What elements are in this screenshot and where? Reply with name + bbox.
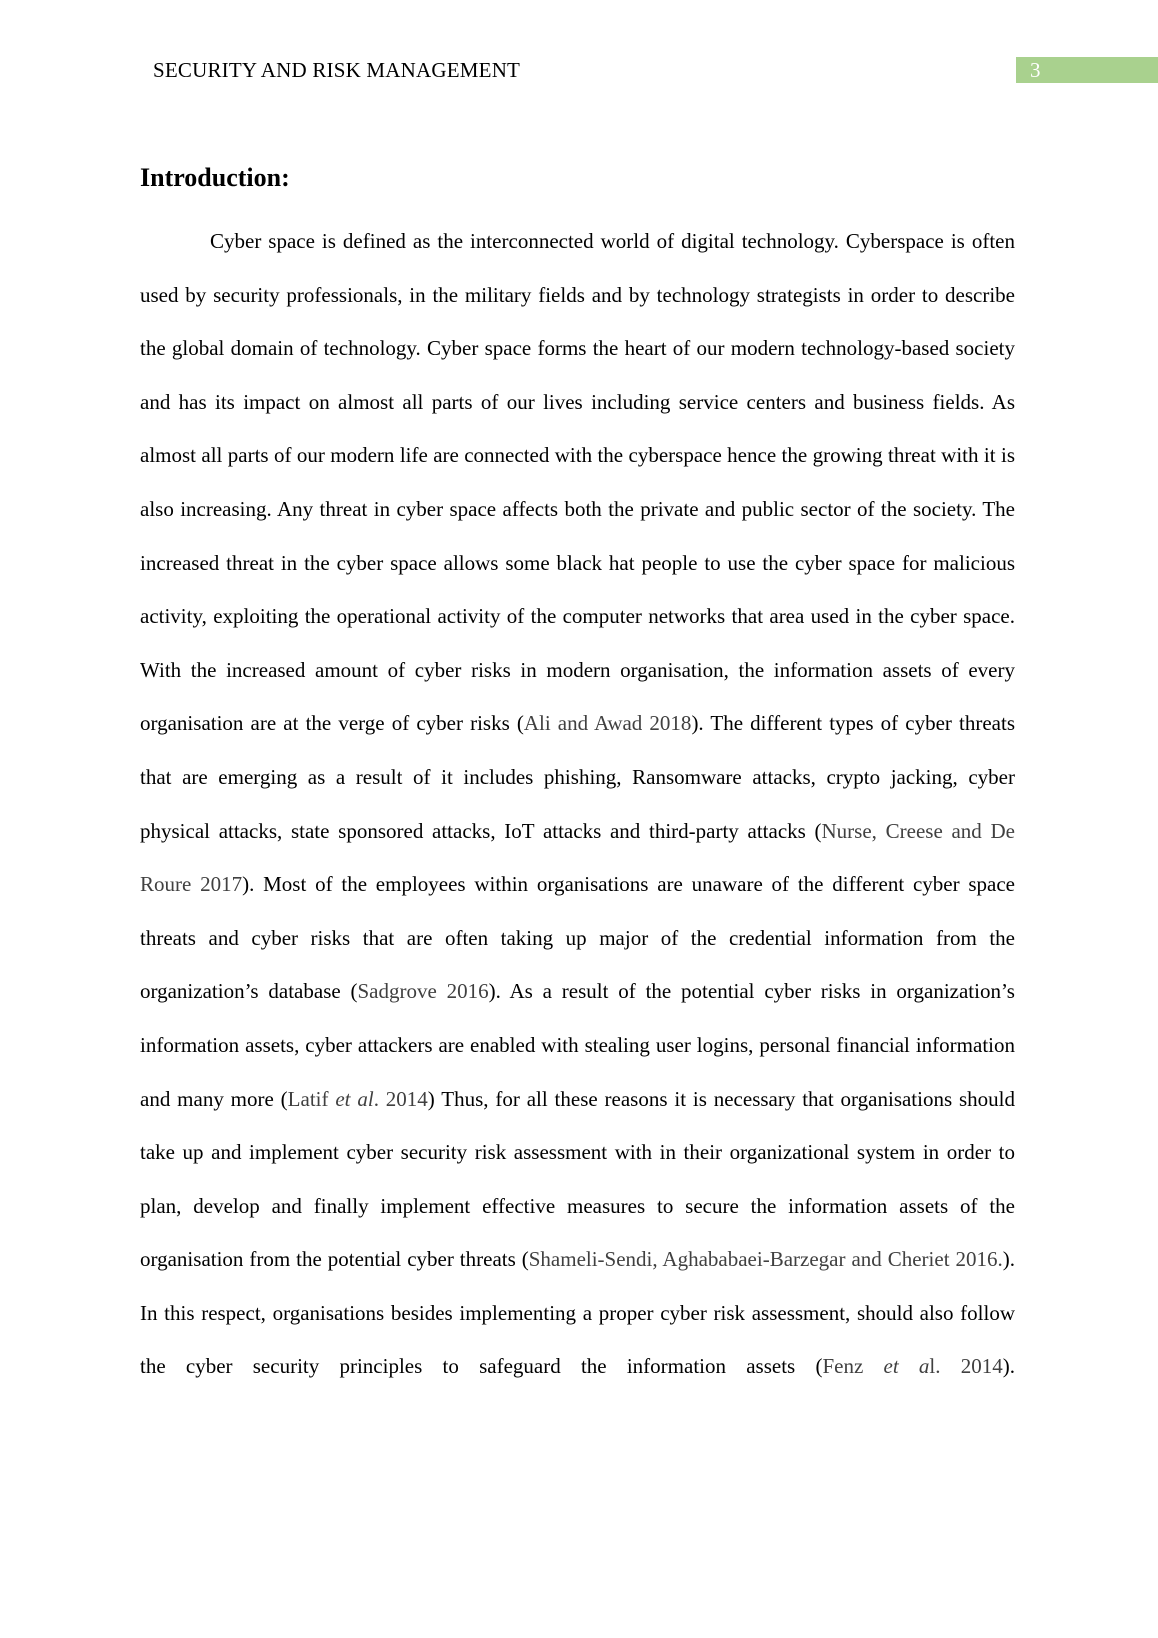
citation-et-al: et al <box>335 1086 374 1111</box>
body-text-segment: ). <box>1002 1354 1015 1379</box>
citation: Fenz <box>822 1354 884 1379</box>
citation: Ali and Awad 2018 <box>523 711 692 736</box>
body-text-segment: ). Most of the employees within organisations are unaware of the different cyber space threats and cyber risks that are often taking up major of the credential information from the organization’s database ( <box>140 872 1015 1004</box>
page-number-box <box>1016 57 1158 83</box>
body-text-segment: Cyber space is defined as the interconnected world of digital technology. Cyberspace is often used by security professionals, in the military fields and by technology strategists in order to describe the global domain of technology. Cyber space forms the heart of our modern technology-based society and has its impact on almost all parts of our lives including service centers and business fields. As almost all parts of our modern life are connected with the cyberspace hence the growing threat with it is also increasing. Any threat in cyber space affects both the private and public sector of the society. The increased threat in the cyber space allows some black hat people to use the cyber space for malicious activity, exploiting the operational activity of the computer networks that area used in the cyber space. With the increased amount of cyber risks in modern organisation, the information assets of every organisation are at the verge of cyber risks ( <box>140 229 1015 736</box>
citation: Shameli-Sendi, Aghababaei-Barzegar and Cheriet 2016. <box>528 1247 1003 1272</box>
running-title: SECURITY AND RISK MANAGEMENT <box>153 58 521 82</box>
page-number: 3 <box>1030 58 1041 82</box>
citation: . 2014 <box>373 1086 428 1111</box>
body-text-segment: ). As a result of the potential cyber risks in organization’s information assets, cyber attackers are enabled with stealing user logins, personal financial information and many more ( <box>140 979 1015 1111</box>
introduction-paragraph <box>140 215 1015 1394</box>
citation-et-al: et a <box>883 1354 930 1379</box>
citation: Nurse, Creese and De Roure 2017 <box>140 818 1015 897</box>
citation: l. 2014 <box>929 1354 1003 1379</box>
citation: Latif <box>287 1086 336 1111</box>
body-text-segment: ) Thus, for all these reasons it is necessary that organisations should take up and implement cyber security risk assessment with in their organizational system in order to plan, develop and finally implement effective measures to secure the information assets of the organisation from the potential cyber threats ( <box>140 1086 1016 1272</box>
body-text-segment: ). In this respect, organisations besides implementing a proper cyber risk assessment, should also follow the cyber security principles to safeguard the information assets ( <box>140 1247 1015 1379</box>
section-heading: Introduction: <box>140 163 290 192</box>
body-text-segment: ). The different types of cyber threats that are emerging as a result of it includes phishing, Ransomware attacks, crypto jacking, cyber physical attacks, state sponsored attacks, IoT attacks and third-party attacks ( <box>140 711 1015 843</box>
citation: Sadgrove 2016 <box>357 979 489 1004</box>
